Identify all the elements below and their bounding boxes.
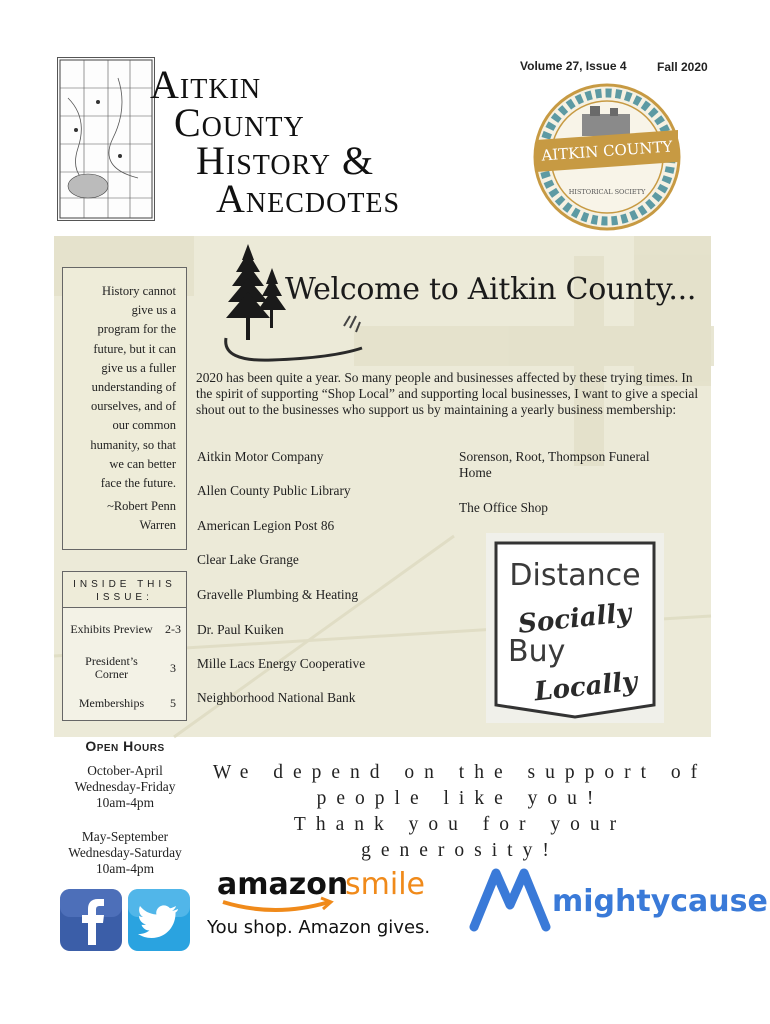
quote-line: our common	[112, 418, 176, 433]
sign-line-4: Locally	[532, 666, 639, 708]
business-item: Dr. Paul Kuiken	[197, 622, 284, 637]
title-line-3: History &	[196, 138, 375, 183]
historical-society-seal	[532, 82, 682, 232]
county-map-illustration	[57, 57, 155, 221]
business-item: Aitkin Motor Company	[197, 449, 324, 464]
support-message	[200, 760, 720, 864]
inside-item-label: Memberships	[78, 696, 145, 710]
sign-line-2: Socially	[516, 598, 633, 640]
seal-title: AITKIN COUNTY	[540, 137, 674, 165]
quote-line: program for the	[97, 322, 176, 337]
business-item: American Legion Post 86	[197, 518, 335, 533]
business-item: Gravelle Plumbing & Heating	[197, 587, 359, 602]
hours-line: May-September	[81, 829, 169, 844]
business-item: Allen County Public Library	[197, 483, 351, 498]
quote-line: we can better	[109, 456, 176, 471]
inside-item-presidents-corner[interactable]	[63, 655, 186, 681]
inside-item-label-line: Corner	[94, 667, 129, 681]
facebook-icon[interactable]	[60, 889, 122, 951]
quote-line: face the future.	[100, 476, 176, 491]
issue-season: Fall 2020	[657, 60, 708, 74]
business-item: Mille Lacs Energy Cooperative	[197, 656, 366, 671]
sign-line-1: Distance	[509, 558, 641, 593]
inside-item-label-line: President’s	[85, 654, 138, 668]
welcome-title: Welcome to Aitkin County...	[285, 272, 697, 307]
inside-heading	[63, 572, 186, 608]
quote-box	[62, 267, 187, 550]
inside-heading-line: ISSUE:	[96, 592, 153, 603]
hours-line: Wednesday-Friday	[74, 779, 176, 794]
inside-item-page: 5	[170, 696, 176, 710]
business-item: The Office Shop	[459, 500, 549, 515]
distance-socially-sign	[486, 533, 664, 723]
welcome-intro: 2020 has been quite a year. So many people and businesses affected by these trying times. In the spirit of supporting “Shop Local” and supporting local businesses, I want to give a special shout out to the businesses who support us by maintaining a yearly business membership:	[196, 370, 699, 417]
hours-line: 10am-4pm	[95, 861, 154, 876]
inside-item-page: 2-3	[165, 622, 181, 636]
support-line: people like you!	[316, 788, 604, 809]
amazon-tagline: You shop. Amazon gives.	[207, 917, 431, 938]
mightycause-logo[interactable]	[470, 865, 768, 935]
issue-volume: Volume 27, Issue 4	[520, 59, 627, 73]
business-item: Clear Lake Grange	[197, 552, 299, 567]
inside-heading-line: INSIDE THIS	[73, 579, 176, 590]
hours-line: 10am-4pm	[95, 795, 154, 810]
title-line-2: County	[174, 100, 305, 145]
inside-item-exhibits[interactable]	[63, 622, 186, 637]
quote-line: humanity, so that	[90, 437, 176, 452]
inside-item-label	[63, 655, 160, 681]
hours-line: October-April	[87, 763, 163, 778]
quote-line: give us a	[131, 303, 176, 318]
quote-line: give us a fuller	[101, 360, 176, 375]
hours-line: Wednesday-Saturday	[68, 845, 182, 860]
seal-subtitle: HISTORICAL SOCIETY	[568, 188, 646, 196]
quote-author-line: Warren	[139, 518, 176, 533]
business-item: Neighborhood National Bank	[197, 690, 356, 705]
quote-author-line: ~Robert Penn	[107, 499, 176, 514]
social-icons	[58, 887, 193, 953]
smile-word: smile	[345, 867, 425, 902]
title-line-1: Aitkin	[150, 62, 262, 107]
inside-item-label: Exhibits Preview	[70, 622, 153, 636]
support-line: Thank you for your generosity!	[293, 814, 627, 861]
inside-item-memberships[interactable]	[63, 696, 186, 711]
sign-line-3: Buy	[508, 634, 566, 669]
amazon-smile-logo[interactable]	[205, 862, 455, 942]
hours-block-summer	[50, 829, 200, 877]
amazon-word: amazon	[217, 867, 349, 902]
quote-line: ourselves, and of	[90, 399, 176, 414]
business-item: Sorenson, Root, Thompson Funeral Home	[459, 449, 650, 480]
inside-this-issue	[62, 571, 187, 721]
open-hours-title: Open Hours	[85, 738, 165, 754]
mightycause-word: mightycause	[552, 884, 768, 919]
inside-item-page: 3	[170, 660, 176, 675]
title-line-4: Anecdotes	[216, 176, 401, 221]
masthead-title	[150, 62, 401, 221]
hours-block-winter	[50, 763, 200, 811]
twitter-icon[interactable]	[128, 889, 190, 951]
quote-line: understanding of	[91, 380, 176, 395]
quote-line: future, but it can	[93, 341, 176, 356]
quote-line: History cannot	[102, 284, 176, 298]
support-line: We depend on the support of	[212, 762, 708, 783]
